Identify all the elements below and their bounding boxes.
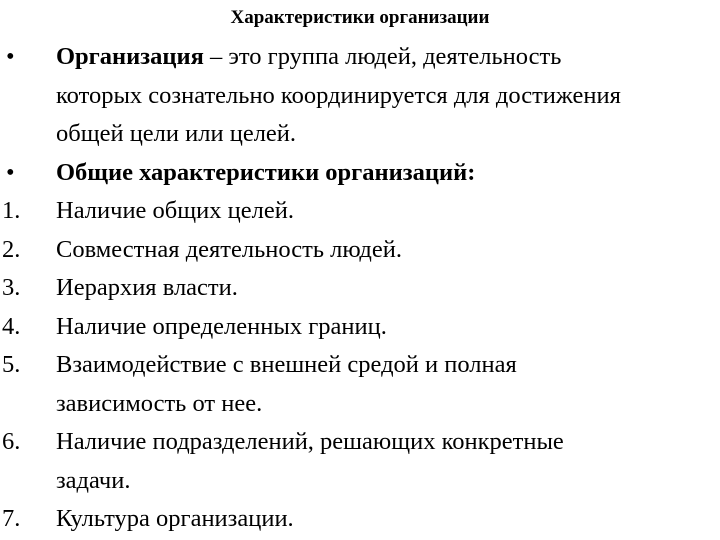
- bullet-marker: •: [6, 43, 15, 70]
- slide-title: Характеристики организации: [230, 7, 490, 28]
- item-text: Иерархия власти.: [56, 274, 238, 301]
- item-text: Культура организации.: [56, 505, 294, 532]
- item-number: 3.: [2, 274, 21, 301]
- item-text-line-2: зависимость от нее.: [56, 389, 263, 417]
- list-item-1: [0, 192, 720, 231]
- item-text: Совместная деятельность людей.: [56, 235, 402, 263]
- content-list: [0, 38, 720, 539]
- definition-line-1: [56, 38, 712, 77]
- item-number: 5.: [2, 351, 21, 378]
- item-number: 4.: [2, 312, 21, 340]
- list-item-6: [0, 423, 720, 500]
- list-item-5: [0, 346, 720, 423]
- item-text-line-1: Наличие подразделений, решающих конкретные: [56, 428, 564, 455]
- definition-text: – это группа людей, деятельность: [203, 43, 562, 70]
- item-number: 1.: [2, 197, 21, 224]
- item-text: Наличие общих целей.: [56, 197, 294, 224]
- item-number: 7.: [2, 505, 21, 532]
- list-item-heading: [0, 154, 720, 193]
- item-text: Наличие определенных границ.: [56, 312, 387, 340]
- definition-line-2: которых сознательно координируется для достижения: [56, 81, 621, 109]
- definition-line-3: общей цели или целей.: [56, 120, 297, 147]
- list-item-definition: [0, 38, 720, 154]
- item-number: 2.: [2, 235, 21, 263]
- list-item-2: [0, 231, 720, 270]
- item-number: 6.: [2, 428, 21, 455]
- list-item-4: [0, 308, 720, 347]
- list-item-3: [0, 269, 720, 308]
- list-item-7: [0, 500, 720, 539]
- bullet-marker: •: [6, 158, 15, 186]
- characteristics-heading: Общие характеристики организаций:: [56, 158, 476, 186]
- item-text-line-2: задачи.: [56, 466, 131, 494]
- item-text-line-1: Взаимодействие с внешней средой и полная: [56, 351, 517, 378]
- definition-term: Организация: [56, 43, 204, 70]
